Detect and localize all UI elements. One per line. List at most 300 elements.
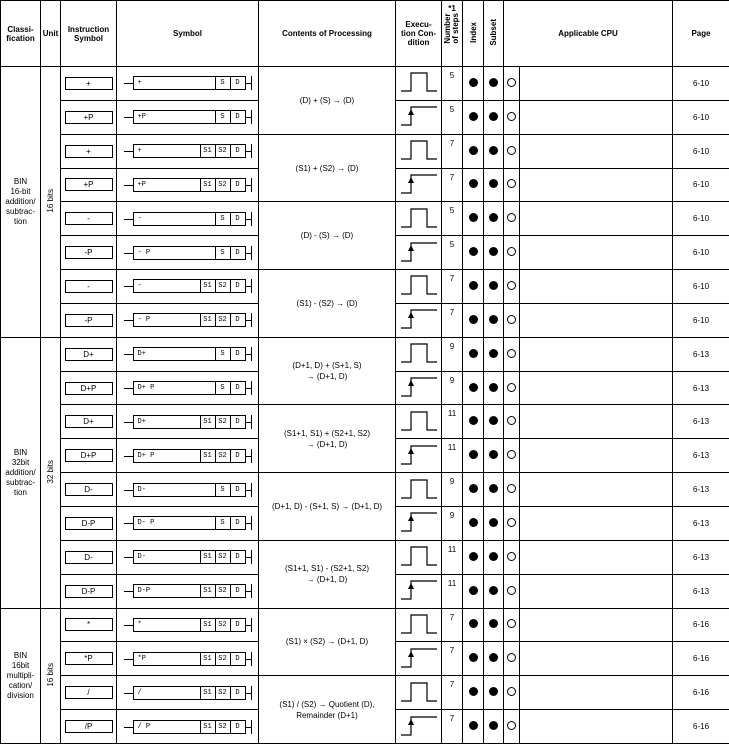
operand-d: D — [230, 416, 245, 428]
exec-condition-cell — [396, 371, 442, 405]
symbol-cell — [117, 574, 259, 608]
subset-cell — [484, 100, 504, 134]
index-cell — [463, 100, 484, 134]
page-cell: 6-10 — [673, 100, 729, 134]
symbol-name: D+ — [137, 350, 146, 359]
cpu-cell — [504, 168, 520, 202]
filled-circle-icon — [489, 619, 498, 628]
exec-condition-cell — [396, 676, 442, 710]
operand-s: S — [215, 111, 230, 123]
page-cell: 6-10 — [673, 270, 729, 304]
header-symbol: Symbol — [117, 1, 259, 67]
instruction-box: + — [65, 77, 113, 90]
cpu-blank-cell — [520, 202, 673, 236]
page-cell: 6-16 — [673, 710, 729, 744]
symbol-cell — [117, 506, 259, 540]
exec-condition-cell — [396, 506, 442, 540]
symbol-box — [133, 550, 246, 564]
operand-s1: S1 — [200, 450, 215, 462]
ladder-symbol — [124, 76, 252, 90]
symbol-name: *P — [137, 654, 146, 663]
rising-pulse-icon — [399, 543, 439, 569]
ladder-symbol — [124, 516, 252, 530]
page-cell: 6-13 — [673, 473, 729, 507]
cpu-cell — [504, 405, 520, 439]
rising-pulse-icon — [399, 611, 439, 637]
header-row — [1, 1, 729, 67]
filled-circle-icon — [469, 146, 478, 155]
index-cell — [463, 371, 484, 405]
symbol-cell — [117, 67, 259, 101]
filled-circle-icon — [489, 518, 498, 527]
symbol-cell — [117, 202, 259, 236]
filled-circle-icon — [469, 112, 478, 121]
subset-cell — [484, 405, 504, 439]
symbol-box — [133, 212, 246, 226]
operand-s1: S1 — [200, 653, 215, 665]
symbol-name: - P — [137, 316, 151, 325]
symbol-box — [133, 76, 246, 90]
table-row — [1, 405, 729, 439]
open-circle-icon — [507, 653, 516, 662]
page-cell: 6-10 — [673, 134, 729, 168]
steps-cell: 9 — [442, 473, 463, 507]
cpu-blank-cell — [520, 134, 673, 168]
ladder-symbol — [124, 550, 252, 564]
steps-cell: 7 — [442, 303, 463, 337]
steps-cell: 5 — [442, 202, 463, 236]
cpu-cell — [504, 642, 520, 676]
instruction-box: +P — [65, 178, 113, 191]
instruction-symbol-cell — [61, 371, 117, 405]
symbol-box — [133, 720, 246, 734]
page-cell: 6-13 — [673, 574, 729, 608]
cpu-blank-cell — [520, 270, 673, 304]
symbol-box — [133, 652, 246, 666]
processing-cell: (D) + (S) → (D) — [259, 67, 396, 135]
instruction-box: -P — [65, 246, 113, 259]
instruction-box: -P — [65, 314, 113, 327]
cpu-cell — [504, 540, 520, 574]
cpu-blank-cell — [520, 608, 673, 642]
ladder-symbol — [124, 584, 252, 598]
cpu-blank-cell — [520, 676, 673, 710]
filled-circle-icon — [489, 721, 498, 730]
open-circle-icon — [507, 78, 516, 87]
cpu-cell — [504, 134, 520, 168]
cpu-blank-cell — [520, 710, 673, 744]
symbol-cell — [117, 473, 259, 507]
symbol-box — [133, 347, 246, 361]
filled-circle-icon — [469, 247, 478, 256]
filled-circle-icon — [489, 315, 498, 324]
instruction-symbol-cell — [61, 405, 117, 439]
operand-d: D — [230, 585, 245, 597]
operand-d: D — [230, 145, 245, 157]
header-unit: Unit — [41, 1, 61, 67]
cpu-blank-cell — [520, 303, 673, 337]
steps-cell: 7 — [442, 270, 463, 304]
symbol-cell — [117, 608, 259, 642]
symbol-box — [133, 246, 246, 260]
steps-cell: 7 — [442, 168, 463, 202]
instruction-symbol-cell — [61, 303, 117, 337]
page-cell: 6-10 — [673, 303, 729, 337]
steps-cell: 7 — [442, 642, 463, 676]
filled-circle-icon — [489, 383, 498, 392]
symbol-name: D- — [137, 485, 146, 494]
operand-d: D — [230, 450, 245, 462]
ladder-symbol — [124, 652, 252, 666]
ladder-symbol — [124, 246, 252, 260]
page-cell: 6-16 — [673, 642, 729, 676]
symbol-name: D-P — [137, 587, 151, 596]
filled-circle-icon — [469, 552, 478, 561]
symbol-name: D- P — [137, 519, 155, 528]
header-instruction-symbol: Instruction Symbol — [61, 1, 117, 67]
steps-cell: 5 — [442, 67, 463, 101]
filled-circle-icon — [469, 484, 478, 493]
index-cell — [463, 202, 484, 236]
cpu-cell — [504, 574, 520, 608]
instruction-symbol-cell — [61, 67, 117, 101]
symbol-box — [133, 516, 246, 530]
instruction-box: +P — [65, 111, 113, 124]
operand-s2: S2 — [215, 585, 230, 597]
page-cell: 6-16 — [673, 676, 729, 710]
symbol-name: + — [137, 147, 142, 156]
instruction-box: / — [65, 686, 113, 699]
processing-cell: (S1) × (S2) → (D+1, D) — [259, 608, 396, 676]
open-circle-icon — [507, 619, 516, 628]
ladder-symbol — [124, 279, 252, 293]
rising-pulse-icon — [399, 408, 439, 434]
exec-condition-cell — [396, 710, 442, 744]
table-row — [1, 608, 729, 642]
cpu-cell — [504, 337, 520, 371]
instruction-box: D+ — [65, 415, 113, 428]
filled-circle-icon — [489, 247, 498, 256]
filled-circle-icon — [469, 653, 478, 662]
rising-pulse-icon — [399, 137, 439, 163]
filled-circle-icon — [489, 112, 498, 121]
open-circle-icon — [507, 687, 516, 696]
symbol-cell — [117, 642, 259, 676]
exec-condition-cell — [396, 574, 442, 608]
instruction-box: D+ — [65, 348, 113, 361]
exec-condition-cell — [396, 236, 442, 270]
open-circle-icon — [507, 416, 516, 425]
exec-condition-cell — [396, 439, 442, 473]
cpu-blank-cell — [520, 371, 673, 405]
steps-cell: 7 — [442, 676, 463, 710]
table-row — [1, 67, 729, 101]
symbol-name: D+ — [137, 417, 146, 426]
exec-condition-cell — [396, 337, 442, 371]
subset-cell — [484, 270, 504, 304]
header-exec-condition: Execu- tion Con- dition — [396, 1, 442, 67]
index-cell — [463, 540, 484, 574]
rising-pulse-icon — [399, 679, 439, 705]
symbol-box — [133, 178, 246, 192]
subset-cell — [484, 574, 504, 608]
exec-condition-cell — [396, 168, 442, 202]
instruction-symbol-cell — [61, 608, 117, 642]
instruction-symbol-cell — [61, 642, 117, 676]
instruction-symbol-cell — [61, 473, 117, 507]
cpu-blank-cell — [520, 642, 673, 676]
index-cell — [463, 676, 484, 710]
operand-s2: S2 — [215, 450, 230, 462]
instruction-symbol-cell — [61, 710, 117, 744]
symbol-cell — [117, 371, 259, 405]
cpu-blank-cell — [520, 100, 673, 134]
symbol-name: - P — [137, 248, 151, 257]
cpu-cell — [504, 100, 520, 134]
page-cell: 6-13 — [673, 506, 729, 540]
processing-cell: (D+1, D) + (S+1, S) → (D+1, D) — [259, 337, 396, 405]
rising-edge-arrow-icon — [399, 645, 439, 671]
symbol-cell — [117, 100, 259, 134]
operand-d: D — [230, 280, 245, 292]
processing-cell: (S1) + (S2) → (D) — [259, 134, 396, 202]
instruction-box: D- — [65, 551, 113, 564]
operand-d: D — [230, 721, 245, 733]
rising-edge-arrow-icon — [399, 577, 439, 603]
operand-s2: S2 — [215, 179, 230, 191]
ladder-symbol — [124, 144, 252, 158]
ladder-symbol — [124, 483, 252, 497]
steps-cell: 5 — [442, 100, 463, 134]
filled-circle-icon — [469, 213, 478, 222]
index-cell — [463, 574, 484, 608]
operand-s: S — [215, 77, 230, 89]
operand-d: D — [230, 484, 245, 496]
instruction-box: D+P — [65, 449, 113, 462]
operand-s: S — [215, 348, 230, 360]
operand-s: S — [215, 517, 230, 529]
ladder-symbol — [124, 686, 252, 700]
subset-cell — [484, 473, 504, 507]
classification-cell: BIN 32bit addition/ subtrac- tion — [1, 337, 41, 608]
operand-d: D — [230, 687, 245, 699]
symbol-cell — [117, 540, 259, 574]
symbol-name: / — [137, 688, 142, 697]
operand-s1: S1 — [200, 619, 215, 631]
symbol-cell — [117, 676, 259, 710]
steps-cell: 7 — [442, 608, 463, 642]
operand-s2: S2 — [215, 314, 230, 326]
filled-circle-icon — [489, 179, 498, 188]
cpu-cell — [504, 473, 520, 507]
symbol-name: / P — [137, 722, 151, 731]
instruction-symbol-cell — [61, 134, 117, 168]
symbol-box — [133, 618, 246, 632]
index-cell — [463, 608, 484, 642]
symbol-name: * — [137, 620, 142, 629]
operand-d: D — [230, 382, 245, 394]
index-cell — [463, 405, 484, 439]
steps-note: *1 — [448, 4, 456, 13]
filled-circle-icon — [489, 281, 498, 290]
steps-cell: 9 — [442, 371, 463, 405]
operand-s1: S1 — [200, 145, 215, 157]
cpu-blank-cell — [520, 473, 673, 507]
open-circle-icon — [507, 179, 516, 188]
subset-cell — [484, 439, 504, 473]
open-circle-icon — [507, 315, 516, 324]
operand-s2: S2 — [215, 653, 230, 665]
subset-cell — [484, 676, 504, 710]
subset-cell — [484, 202, 504, 236]
classification-cell: BIN 16-bit addition/ subtrac- tion — [1, 67, 41, 338]
rising-edge-arrow-icon — [399, 509, 439, 535]
processing-cell: (S1) - (S2) → (D) — [259, 270, 396, 338]
ladder-symbol — [124, 178, 252, 192]
page-cell: 6-10 — [673, 236, 729, 270]
symbol-name: D+ P — [137, 384, 155, 393]
index-cell — [463, 439, 484, 473]
ladder-symbol — [124, 212, 252, 226]
instruction-symbol-cell — [61, 202, 117, 236]
table-row — [1, 134, 729, 168]
table-row — [1, 270, 729, 304]
instruction-symbol-cell — [61, 540, 117, 574]
instruction-box: D-P — [65, 517, 113, 530]
index-cell — [463, 270, 484, 304]
symbol-name: +P — [137, 113, 146, 122]
symbol-name: +P — [137, 180, 146, 189]
cpu-cell — [504, 710, 520, 744]
page-cell: 6-16 — [673, 608, 729, 642]
classification-cell: BIN 16bit multipli- cation/ division — [1, 608, 41, 744]
index-cell — [463, 236, 484, 270]
operand-d: D — [230, 179, 245, 191]
index-cell — [463, 168, 484, 202]
cpu-blank-cell — [520, 574, 673, 608]
open-circle-icon — [507, 213, 516, 222]
rising-edge-arrow-icon — [399, 171, 439, 197]
rising-edge-arrow-icon — [399, 374, 439, 400]
exec-condition-cell — [396, 608, 442, 642]
subset-cell — [484, 710, 504, 744]
rising-pulse-icon — [399, 205, 439, 231]
symbol-box — [133, 415, 246, 429]
symbol-box — [133, 279, 246, 293]
index-cell — [463, 473, 484, 507]
header-applicable-cpu: Applicable CPU — [504, 1, 673, 67]
instruction-box: * — [65, 618, 113, 631]
page-cell: 6-13 — [673, 337, 729, 371]
symbol-cell — [117, 303, 259, 337]
exec-condition-cell — [396, 642, 442, 676]
open-circle-icon — [507, 552, 516, 561]
header-index: Index — [463, 1, 484, 67]
table-row — [1, 473, 729, 507]
symbol-name: D+ P — [137, 451, 155, 460]
open-circle-icon — [507, 586, 516, 595]
operand-s2: S2 — [215, 687, 230, 699]
steps-cell: 7 — [442, 710, 463, 744]
operand-s2: S2 — [215, 551, 230, 563]
instruction-symbol-cell — [61, 270, 117, 304]
rising-edge-arrow-icon — [399, 306, 439, 332]
instruction-box: + — [65, 145, 113, 158]
open-circle-icon — [507, 112, 516, 121]
filled-circle-icon — [469, 281, 478, 290]
filled-circle-icon — [469, 687, 478, 696]
ladder-symbol — [124, 415, 252, 429]
instruction-box: - — [65, 212, 113, 225]
table-row — [1, 202, 729, 236]
rising-edge-arrow-icon — [399, 103, 439, 129]
ladder-symbol — [124, 347, 252, 361]
filled-circle-icon — [469, 179, 478, 188]
symbol-box — [133, 483, 246, 497]
operand-s: S — [215, 484, 230, 496]
open-circle-icon — [507, 146, 516, 155]
exec-condition-cell — [396, 473, 442, 507]
cpu-cell — [504, 270, 520, 304]
symbol-box — [133, 110, 246, 124]
instruction-box: /P — [65, 720, 113, 733]
symbol-cell — [117, 168, 259, 202]
operand-s2: S2 — [215, 416, 230, 428]
rising-edge-arrow-icon — [399, 442, 439, 468]
operand-s2: S2 — [215, 619, 230, 631]
processing-cell: (S1+1, S1) + (S2+1, S2) → (D+1, D) — [259, 405, 396, 473]
open-circle-icon — [507, 349, 516, 358]
operand-d: D — [230, 619, 245, 631]
processing-cell: (S1) / (S2) → Quotient (D), Remainder (D+1) — [259, 676, 396, 744]
exec-condition-cell — [396, 134, 442, 168]
exec-condition-cell — [396, 100, 442, 134]
rising-pulse-icon — [399, 272, 439, 298]
page-cell: 6-10 — [673, 67, 729, 101]
operand-d: D — [230, 348, 245, 360]
cpu-blank-cell — [520, 506, 673, 540]
filled-circle-icon — [489, 78, 498, 87]
instruction-box: D+P — [65, 382, 113, 395]
subset-cell — [484, 67, 504, 101]
operand-d: D — [230, 551, 245, 563]
steps-cell: 11 — [442, 439, 463, 473]
filled-circle-icon — [469, 450, 478, 459]
open-circle-icon — [507, 721, 516, 730]
header-page: Page — [673, 1, 729, 67]
steps-cell: 9 — [442, 337, 463, 371]
filled-circle-icon — [469, 349, 478, 358]
symbol-cell — [117, 337, 259, 371]
exec-condition-cell — [396, 303, 442, 337]
operand-d: D — [230, 77, 245, 89]
ladder-symbol — [124, 720, 252, 734]
instruction-symbol-cell — [61, 676, 117, 710]
symbol-box — [133, 381, 246, 395]
steps-cell: 9 — [442, 506, 463, 540]
exec-condition-cell — [396, 202, 442, 236]
symbol-cell — [117, 134, 259, 168]
operand-d: D — [230, 111, 245, 123]
instruction-box: - — [65, 280, 113, 293]
filled-circle-icon — [489, 146, 498, 155]
operand-s1: S1 — [200, 585, 215, 597]
page-cell: 6-13 — [673, 439, 729, 473]
cpu-cell — [504, 236, 520, 270]
ladder-symbol — [124, 110, 252, 124]
subset-cell — [484, 337, 504, 371]
header-steps: *1 Number of steps — [442, 1, 463, 67]
